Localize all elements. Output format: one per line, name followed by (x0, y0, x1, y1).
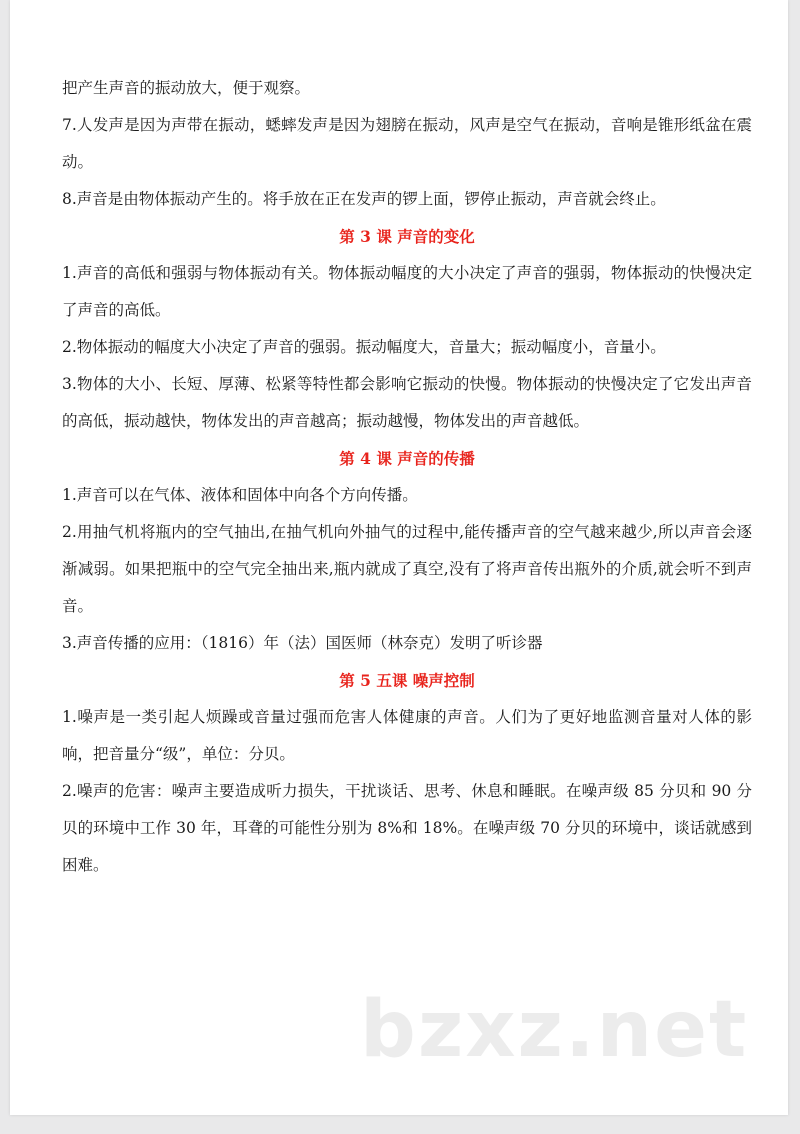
paragraph: 8.声音是由物体振动产生的。将手放在正在发声的锣上面，锣停止振动，声音就会终止。 (62, 190, 666, 208)
lesson-5-heading: 第 5 五课 噪声控制 (339, 671, 475, 690)
paragraph: 1.声音的高低和强弱与物体振动有关。物体振动幅度的大小决定了声音的强弱，物体振动的快慢决定了声音的高低。 (62, 264, 752, 319)
document-content (62, 70, 752, 884)
paragraph: 3.声音传播的应用：（1816）年（法）国医师（林奈克）发明了听诊器 (62, 634, 543, 652)
paragraph: 1.声音可以在气体、液体和固体中向各个方向传播。 (62, 486, 418, 504)
paragraph: 3.物体的大小、长短、厚薄、松紧等特性都会影响它振动的快慢。物体振动的快慢决定了它发出声音的高低，振动越快，物体发出的声音越高；振动越慢，物体发出的声音越低。 (62, 375, 752, 430)
paragraph: 2.物体振动的幅度大小决定了声音的强弱。振动幅度大，音量大；振动幅度小，音量小。 (62, 338, 666, 356)
lesson-3-heading: 第 3 课 声音的变化 (339, 227, 475, 246)
paragraph: 2.噪声的危害：噪声主要造成听力损失，干扰谈话、思考、休息和睡眠。在噪声级 85 分贝和 90 分贝的环境中工作 30 年，耳聋的可能性分别为 8%和 18%。在噪声级 70 分贝的环境中，谈话就感到困难。 (62, 782, 752, 874)
paragraph: 7.人发声是因为声带在振动，蟋蟀发声是因为翅膀在振动，风声是空气在振动，音响是锥形纸盆在震动。 (62, 116, 752, 171)
document-page (10, 0, 788, 1115)
lesson-4-heading: 第 4 课 声音的传播 (339, 449, 475, 468)
paragraph: 2.用抽气机将瓶内的空气抽出,在抽气机向外抽气的过程中,能传播声音的空气越来越少,所以声音会逐渐减弱。如果把瓶中的空气完全抽出来,瓶内就成了真空,没有了将声音传出瓶外的介质,就会听不到声音。 (62, 523, 752, 615)
watermark: bzxz.net (360, 985, 749, 1075)
paragraph: 把产生声音的振动放大，便于观察。 (62, 79, 311, 97)
paragraph: 1.噪声是一类引起人烦躁或音量过强而危害人体健康的声音。人们为了更好地监测音量对人体的影响，把音量分“级”，单位：分贝。 (62, 708, 752, 763)
